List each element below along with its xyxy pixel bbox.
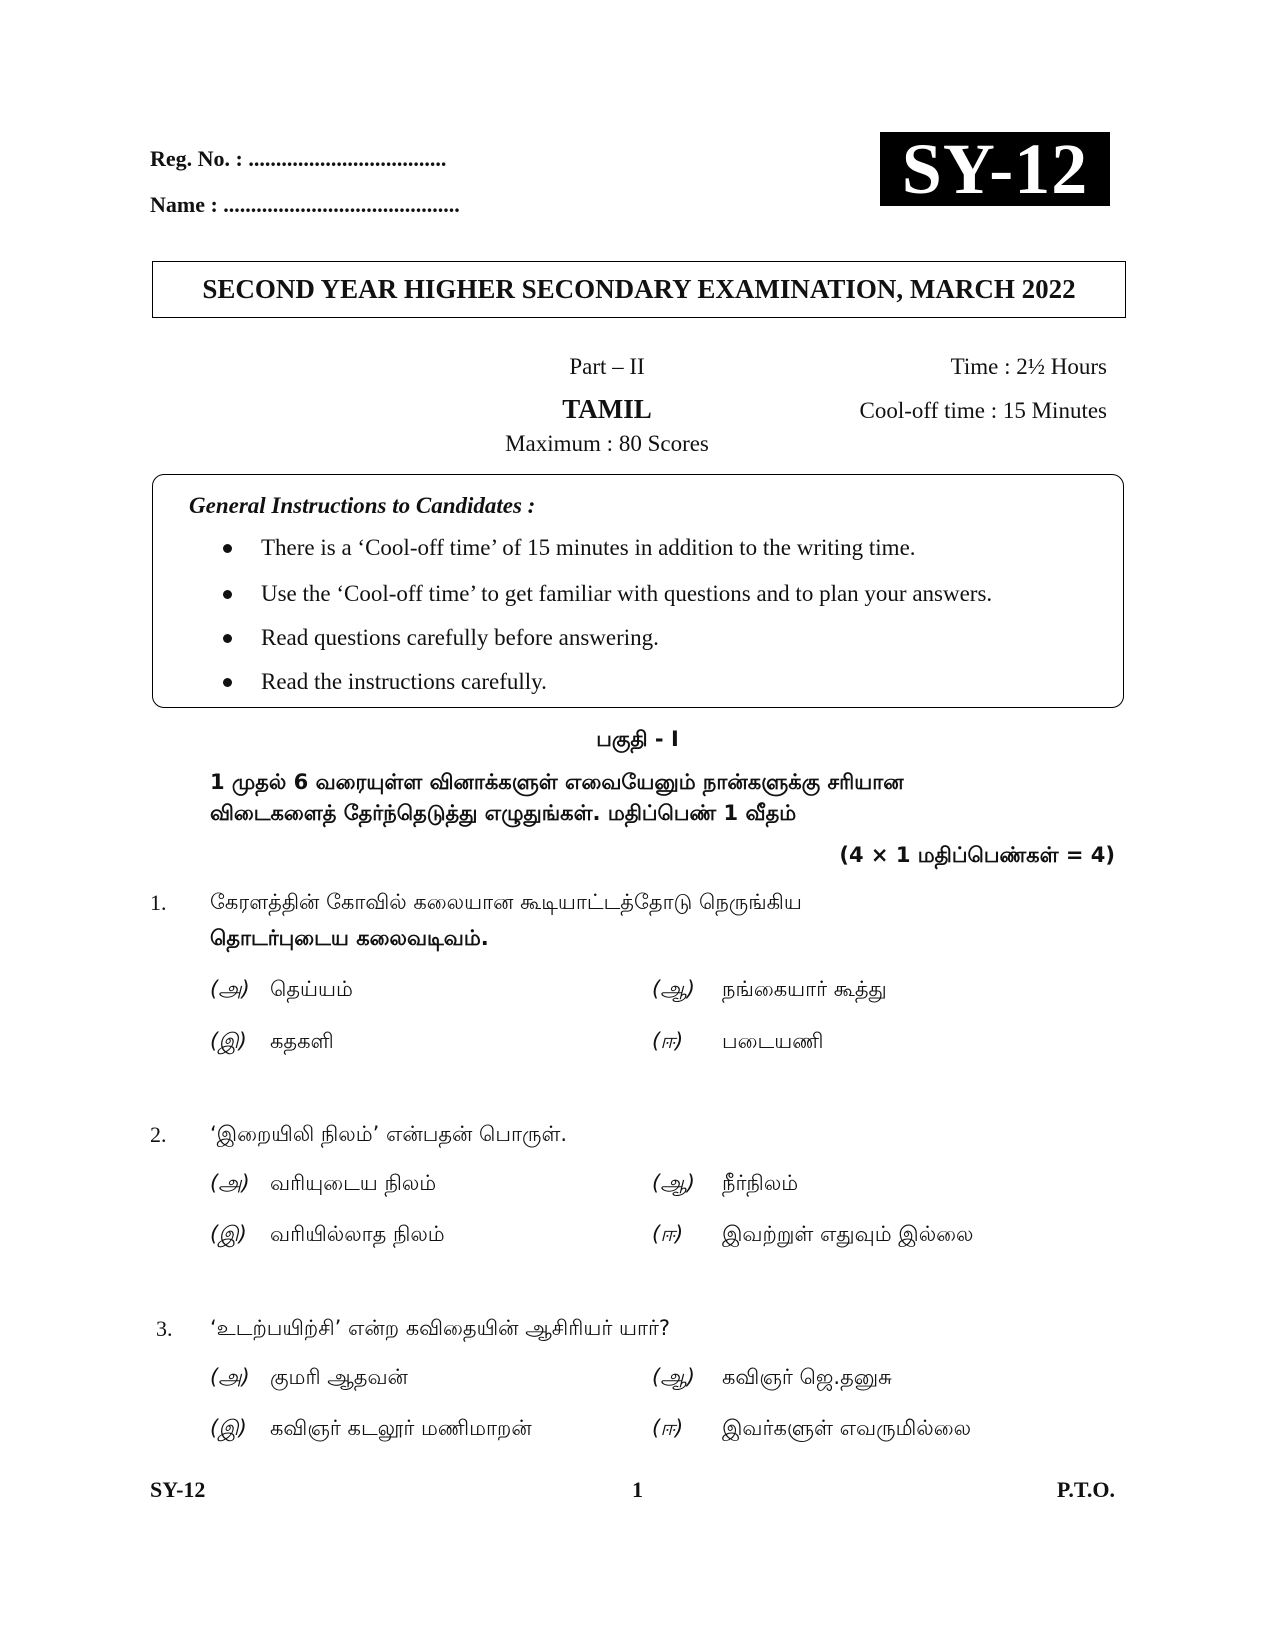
question-number: 3. [156, 1316, 173, 1341]
question-number: 1. [150, 890, 167, 915]
instructions-heading: General Instructions to Candidates : [189, 493, 536, 518]
bullet-icon [223, 590, 232, 599]
option-text: கவிஞர் கடலூர் மணிமாறன் [270, 1416, 532, 1440]
candidate-name-field: Name : ........................................... [150, 192, 460, 217]
option-label: (இ) [210, 1416, 247, 1440]
option-label: (ஆ) [652, 1171, 695, 1195]
bullet-icon [223, 634, 232, 643]
instruction-item: Read the instructions carefully. [225, 669, 547, 695]
option-text: நீர்நிலம் [722, 1171, 799, 1195]
option-text: தெய்யம் [270, 977, 353, 1001]
option-label: (ஈ) [652, 1416, 684, 1440]
bullet-icon [223, 678, 232, 687]
option-label: (ஈ) [652, 1029, 684, 1053]
section-title: பகுதி - I [596, 727, 679, 751]
exam-title: SECOND YEAR HIGHER SECONDARY EXAMINATION, MARCH 2022 [152, 261, 1126, 318]
pto-label: P.T.O. [1056, 1477, 1115, 1502]
option-text: கதகளி [270, 1029, 334, 1053]
option-label: (ஆ) [652, 1365, 695, 1389]
reg-no-field: Reg. No. : .................................... [150, 146, 447, 171]
question-text: கேரளத்தின் கோவில் கலையான கூடியாட்டத்தோடு நெருங்கிய [210, 890, 802, 914]
option-text: படையணி [722, 1029, 824, 1053]
instruction-item: Use the ‘Cool-off time’ to get familiar with questions and to plan your answers. [225, 581, 992, 607]
option-text: வரியுடைய நிலம் [270, 1171, 437, 1195]
section-intro-line-2: விடைகளைத் தேர்ந்தெடுத்து எழுதுங்கள். மதிப்பெண் 1 வீதம் [210, 801, 797, 825]
subject-title: TAMIL [562, 394, 652, 424]
page-number: 1 [632, 1477, 643, 1502]
option-label: (ஈ) [652, 1222, 684, 1246]
option-label: (இ) [210, 1222, 247, 1246]
option-label: (இ) [210, 1029, 247, 1053]
question-text: ‘உடற்பயிற்சி’ என்ற கவிதையின் ஆசிரியர் யார்? [210, 1316, 671, 1340]
time-allowed: Time : 2½ Hours [950, 354, 1107, 379]
maximum-scores: Maximum : 80 Scores [505, 431, 709, 456]
option-label: (ஆ) [652, 977, 695, 1001]
option-label: (அ) [210, 977, 250, 1001]
option-text: நங்கையார் கூத்து [722, 977, 887, 1001]
cool-off-time: Cool-off time : 15 Minutes [859, 398, 1107, 423]
option-label: (அ) [210, 1365, 250, 1389]
paper-code-badge: SY-12 [880, 132, 1110, 206]
option-text: கவிஞர் ஜெ.தனுசு [722, 1365, 892, 1389]
option-label: (அ) [210, 1171, 250, 1195]
section-intro-line-1: 1 முதல் 6 வரையுள்ள வினாக்களுள் எவையேனும் நான்களுக்கு சரியான [210, 770, 904, 794]
instruction-item: Read questions carefully before answering. [225, 625, 659, 651]
question-text-continued: தொடர்புடைய கலைவடிவம். [210, 926, 489, 950]
bullet-icon [223, 544, 232, 553]
option-text: இவர்களுள் எவருமில்லை [722, 1416, 971, 1440]
option-text: வரியில்லாத நிலம் [270, 1222, 445, 1246]
option-text: இவற்றுள் எதுவும் இல்லை [722, 1222, 974, 1246]
instructions-box [152, 474, 1124, 708]
option-text: குமரி ஆதவன் [270, 1365, 408, 1389]
question-number: 2. [150, 1122, 167, 1147]
part-label: Part – II [569, 354, 645, 379]
marks-scheme: (4 × 1 மதிப்பெண்கள் = 4) [839, 843, 1115, 867]
instruction-item: There is a ‘Cool-off time’ of 15 minutes in addition to the writing time. [225, 535, 916, 561]
question-text: ‘இறையிலி நிலம்’ என்பதன் பொருள். [210, 1122, 568, 1146]
footer-paper-code: SY-12 [150, 1477, 206, 1502]
